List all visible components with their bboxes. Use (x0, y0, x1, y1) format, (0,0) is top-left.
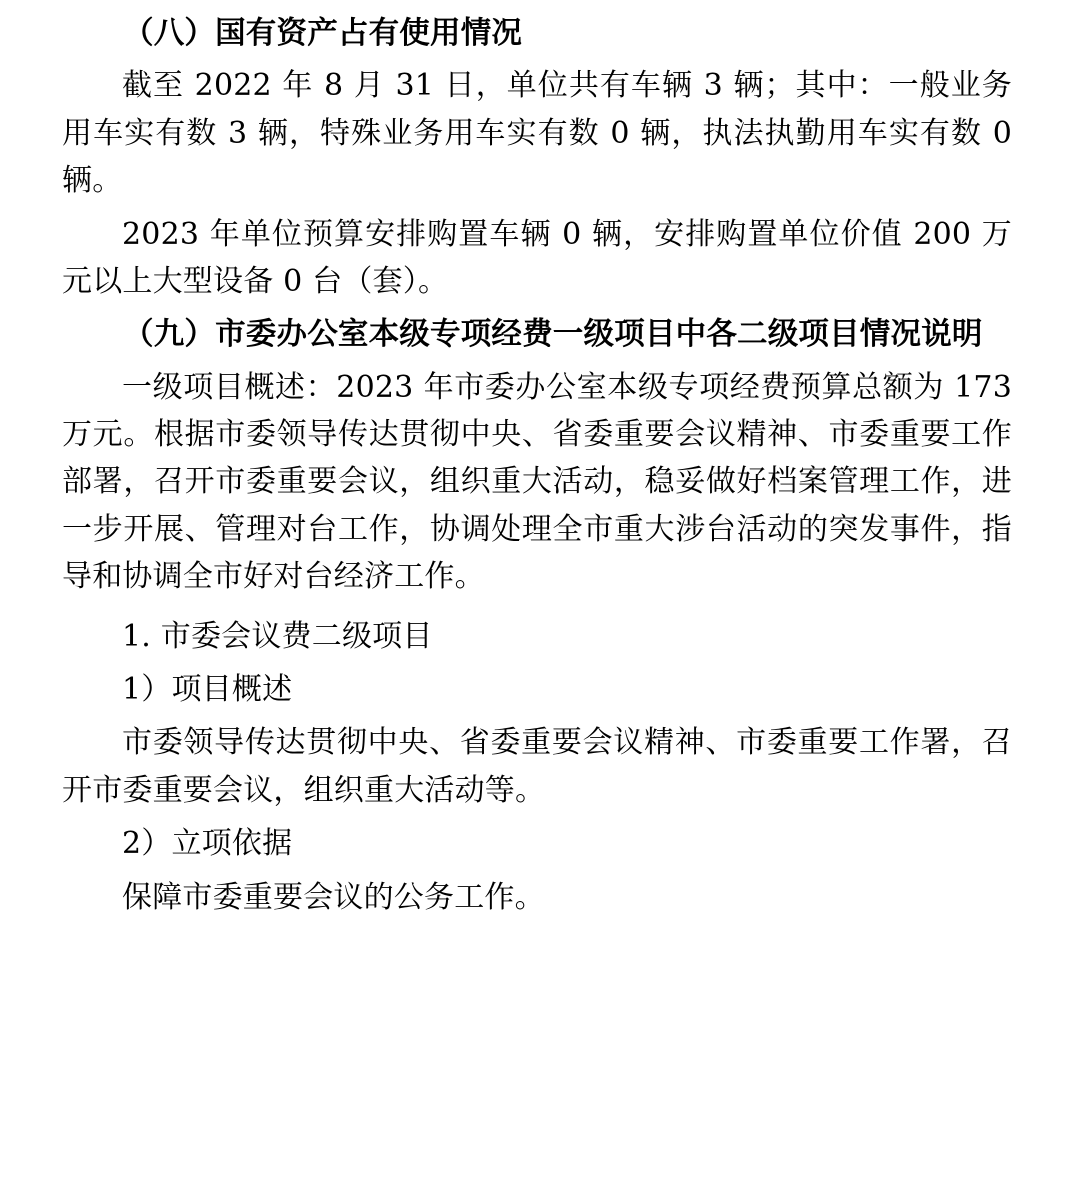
paragraph-2023-purchase-plan: 2023 年单位预算安排购置车辆 0 辆，安排购置单位价值 200 万元以上大型设备 0 台（套）。 (62, 216, 1012, 299)
paragraph-item-1-1-title: 1）项目概述 (122, 672, 293, 708)
paragraph-item-1-2-title: 2）立项依据 (122, 826, 293, 862)
paragraph-item-1-title: 1. 市委会议费二级项目 (122, 618, 433, 654)
document-body (62, 10, 1012, 921)
section-heading-8: （八）国有资产占有使用情况 (123, 15, 523, 51)
section-heading-9: （九）市委办公室本级专项经费一级项目中各二级项目情况说明 (123, 316, 983, 353)
paragraph-state-assets-vehicles: 截至 2022 年 8 月 31 日，单位共有车辆 3 辆；其中：一般业务用车实有数 3 辆，特殊业务用车实有数 0 辆，执法执勤用车实有数 0 辆。 (62, 68, 1012, 199)
paragraph-item-1-1-body: 市委领导传达贯彻中央、省委重要会议精神、市委重要工作署，召开市委重要会议，组织重大活动等。 (62, 725, 1012, 808)
paragraph-first-level-project-overview: 一级项目概述：2023 年市委办公室本级专项经费预算总额为 173 万元。根据市委领导传达贯彻中央、省委重要会议精神、市委重要工作部署，召开市委重要会议，组织重大活动，稳妥做好档案管理工作，进一步开展、管理对台工作，协调处理全市重大涉台活动的突发事件，指导和协调全市好对台经济工作。 (62, 369, 1012, 595)
paragraph-item-1-2-body: 保障市委重要会议的公务工作。 (122, 879, 545, 915)
